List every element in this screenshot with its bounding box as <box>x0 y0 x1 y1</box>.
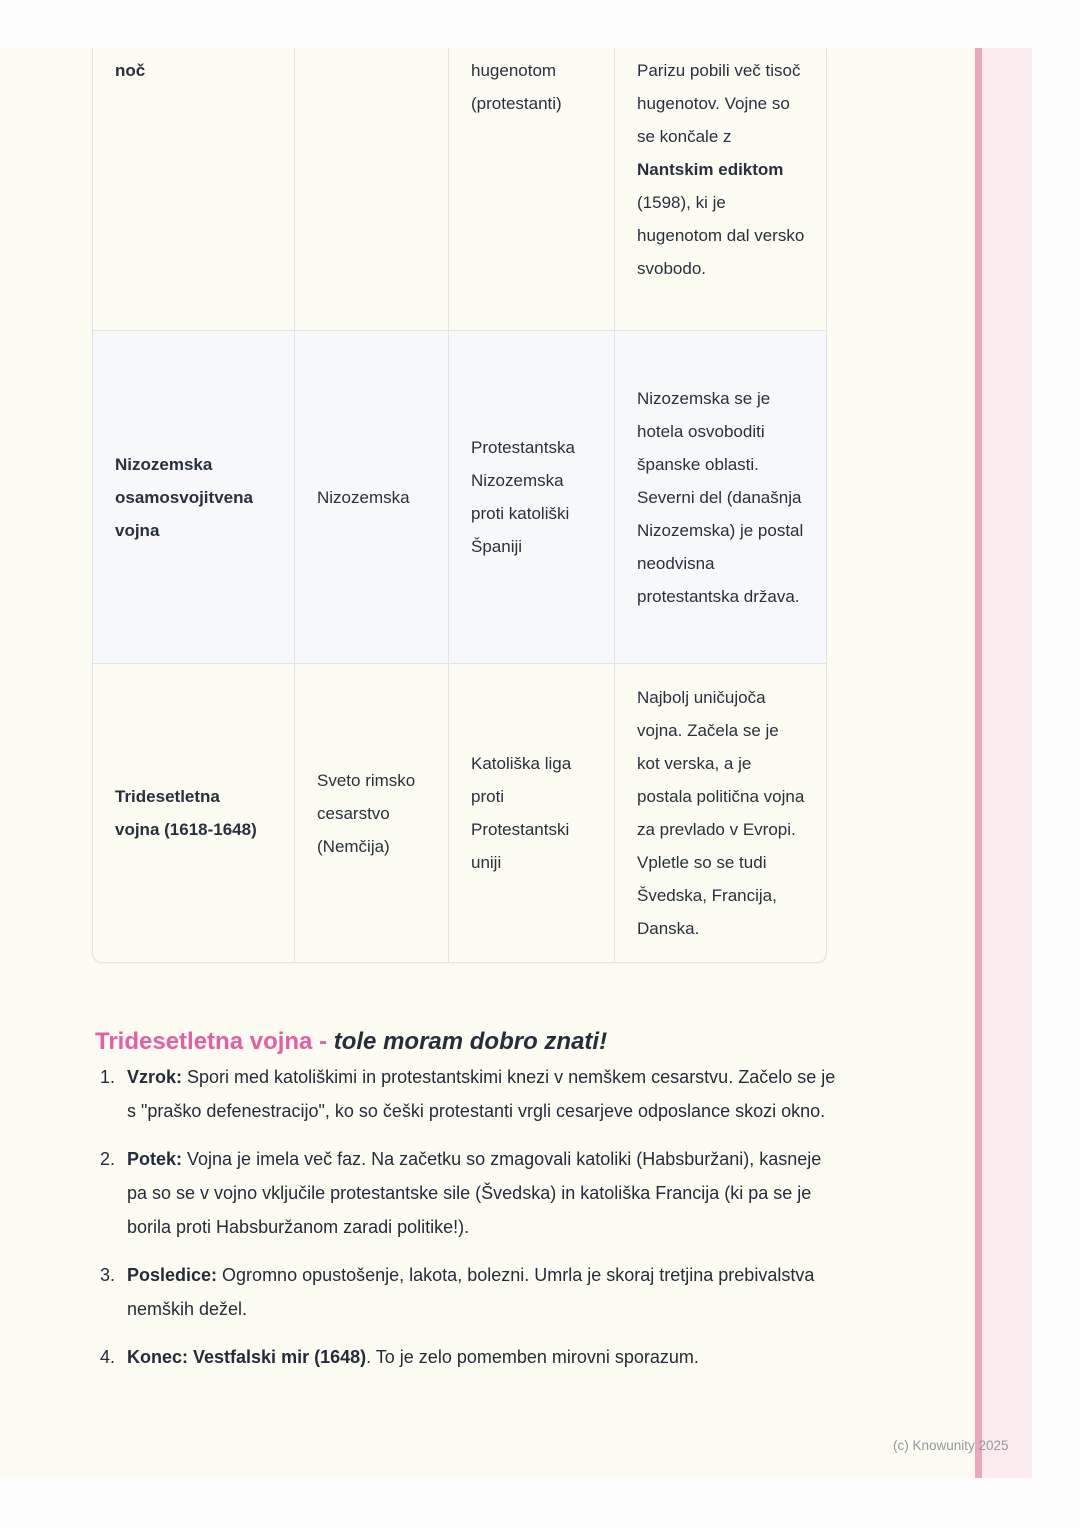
list-item-number: 3. <box>100 1265 116 1285</box>
table-cell-war-name <box>93 330 294 663</box>
table-cell-who <box>448 663 614 962</box>
key-facts-list <box>100 1060 842 1388</box>
list-item <box>100 1258 842 1326</box>
cell-text: Nizozemska se je hotela osvoboditi španske oblasti. Severni del (današnja Nizozemska) je postal neodvisna protestantska država. <box>637 388 804 606</box>
table-cell-where <box>294 48 448 330</box>
section-heading <box>95 1026 607 1058</box>
list-item-number: 4. <box>100 1347 116 1367</box>
table-cell-war-name <box>93 663 294 962</box>
list-item-number: 2. <box>100 1149 116 1169</box>
cell-text: Protestantska Nizozemska proti katoliški Španiji <box>471 438 575 556</box>
list-item-text: Potek: Vojna je imela več faz. Na začetku so zmagovali katoliki (Habsburžani), kasneje pa so se v vojno vključile protestantske sile (Švedska) in katoliška Francija (ki pa se je borila proti Habsburžanom zaradi politike!). <box>127 1149 822 1237</box>
table-cell-outcome <box>614 330 827 663</box>
copyright-notice: (c) Knowunity 2025 <box>893 1438 1009 1453</box>
heading-note: tole moram dobro znati! <box>333 1027 608 1055</box>
list-item <box>100 1340 842 1374</box>
list-item <box>100 1142 842 1244</box>
cell-text: Sveto rimsko cesarstvo (Nemčija) <box>317 770 416 856</box>
wars-comparison-table <box>92 48 827 963</box>
list-item <box>100 1060 842 1128</box>
table-cell-where <box>294 330 448 663</box>
table-cell-where <box>294 663 448 962</box>
cell-text: Nizozemska osamosvojitvena vojna <box>115 454 253 540</box>
next-page-preview <box>982 48 1032 1478</box>
table-cell-who <box>448 330 614 663</box>
cell-text: Parizu pobili več tisoč hugenotov. Vojne so se končale z Nantskim ediktom (1598), ki je hugenotom dal versko svobodo. <box>637 61 805 278</box>
cell-text: Katoliška liga proti Protestantski uniji <box>471 754 572 872</box>
list-item-text: Posledice: Ogromno opustošenje, lakota, bolezni. Umrla je skoraj tretjina prebivalstva nemških dežel. <box>127 1265 815 1319</box>
cell-text: Najbolj uničujoča vojna. Začela se je kot verska, a je postala politična vojna za prevlado v Evropi. Vpletle so se tudi Švedska, Francija, Danska. <box>637 688 805 938</box>
list-item-number: 1. <box>100 1067 116 1087</box>
cell-text: noč <box>115 61 146 80</box>
table-cell-outcome <box>614 48 827 330</box>
cell-text: Nizozemska <box>317 487 410 507</box>
table-cell-war-name <box>93 48 294 330</box>
page-edge-divider <box>975 48 982 1478</box>
list-item-text: Vzrok: Spori med katoliškimi in protestantskimi knezi v nemškem cesarstvu. Začelo se je s "praško defenestracijo", ko so češki protestanti vrgli cesarjeve odposlance skozi okno. <box>127 1067 836 1121</box>
table-cell-who <box>448 48 614 330</box>
heading-topic: Tridesetletna vojna - <box>95 1027 334 1055</box>
list-item-text: Konec: Vestfalski mir (1648). To je zelo pomemben mirovni sporazum. <box>127 1347 699 1367</box>
table-cell-outcome <box>614 663 827 962</box>
cell-text: hugenotom (protestanti) <box>471 61 562 113</box>
cell-text: Tridesetletna vojna (1618-1648) <box>115 787 257 839</box>
